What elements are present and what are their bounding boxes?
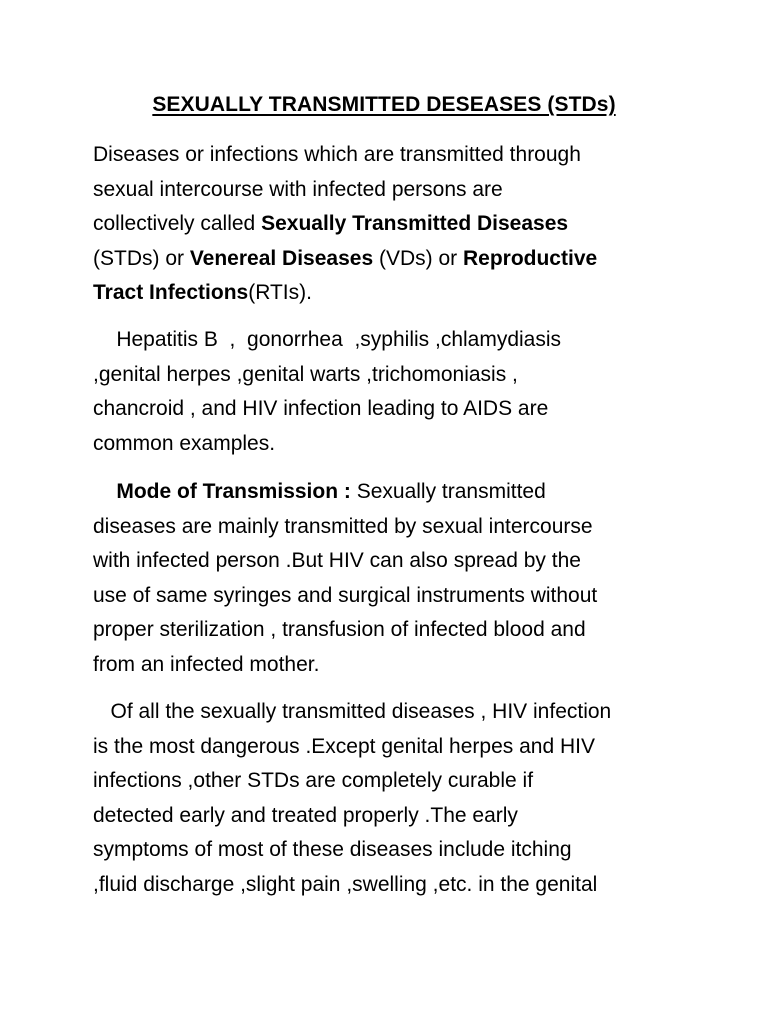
text-line: with infected person .But HIV can also spread by the [93, 549, 581, 572]
text-line: ,genital herpes ,genital warts ,trichomoniasis , [93, 362, 518, 386]
text-line [93, 475, 683, 510]
paragraph-examples [93, 323, 683, 461]
text-line: proper sterilization , transfusion of infected blood and [93, 618, 586, 641]
text-line: Of all the sexually transmitted diseases , HIV infection [93, 700, 612, 723]
bold-term: Tract Infections [93, 281, 249, 304]
text-line: Diseases or infections which are transmitted through [93, 143, 581, 166]
text-line: use of same syringes and surgical instruments without [93, 583, 598, 607]
paragraph-hiv [93, 695, 683, 902]
text-line: ,fluid discharge ,slight pain ,swelling ,etc. in the genital [93, 872, 598, 896]
text-line [93, 207, 683, 242]
text-line: chancroid , and HIV infection leading to AIDS are [93, 397, 549, 420]
document-title: SEXUALLY TRANSMITTED DESEASES (STDs) [152, 93, 616, 116]
text-span: (VDs) or [373, 246, 463, 270]
paragraph-transmission [93, 475, 683, 682]
bold-term: Sexually Transmitted Diseases [261, 212, 569, 235]
text-line: diseases are mainly transmitted by sexual intercourse [93, 514, 593, 538]
text-span: Sexually transmitted [350, 480, 546, 503]
text-line: infections ,other STDs are completely curable if [93, 769, 534, 792]
text-span: (STDs) or [93, 246, 190, 270]
text-line: Hepatitis B , gonorrhea ,syphilis ,chlamydiasis [93, 328, 562, 351]
text-span: (RTIs). [248, 281, 312, 304]
text-line: from an infected mother. [93, 652, 320, 676]
bold-heading: Mode of Transmission : [93, 480, 351, 503]
bold-term: Venereal Diseases [189, 246, 374, 270]
text-line: detected early and treated properly .The early [93, 803, 518, 827]
bold-term: Reproductive [462, 246, 598, 270]
text-line [93, 242, 683, 277]
paragraph-definition [93, 138, 683, 311]
text-line: symptoms of most of these diseases include itching [93, 838, 572, 861]
text-line: is the most dangerous .Except genital herpes and HIV [93, 734, 595, 758]
text-line [93, 276, 683, 311]
text-line: sexual intercourse with infected persons are [93, 177, 503, 201]
text-span: collectively called [93, 212, 262, 235]
text-line: common examples. [93, 431, 276, 455]
